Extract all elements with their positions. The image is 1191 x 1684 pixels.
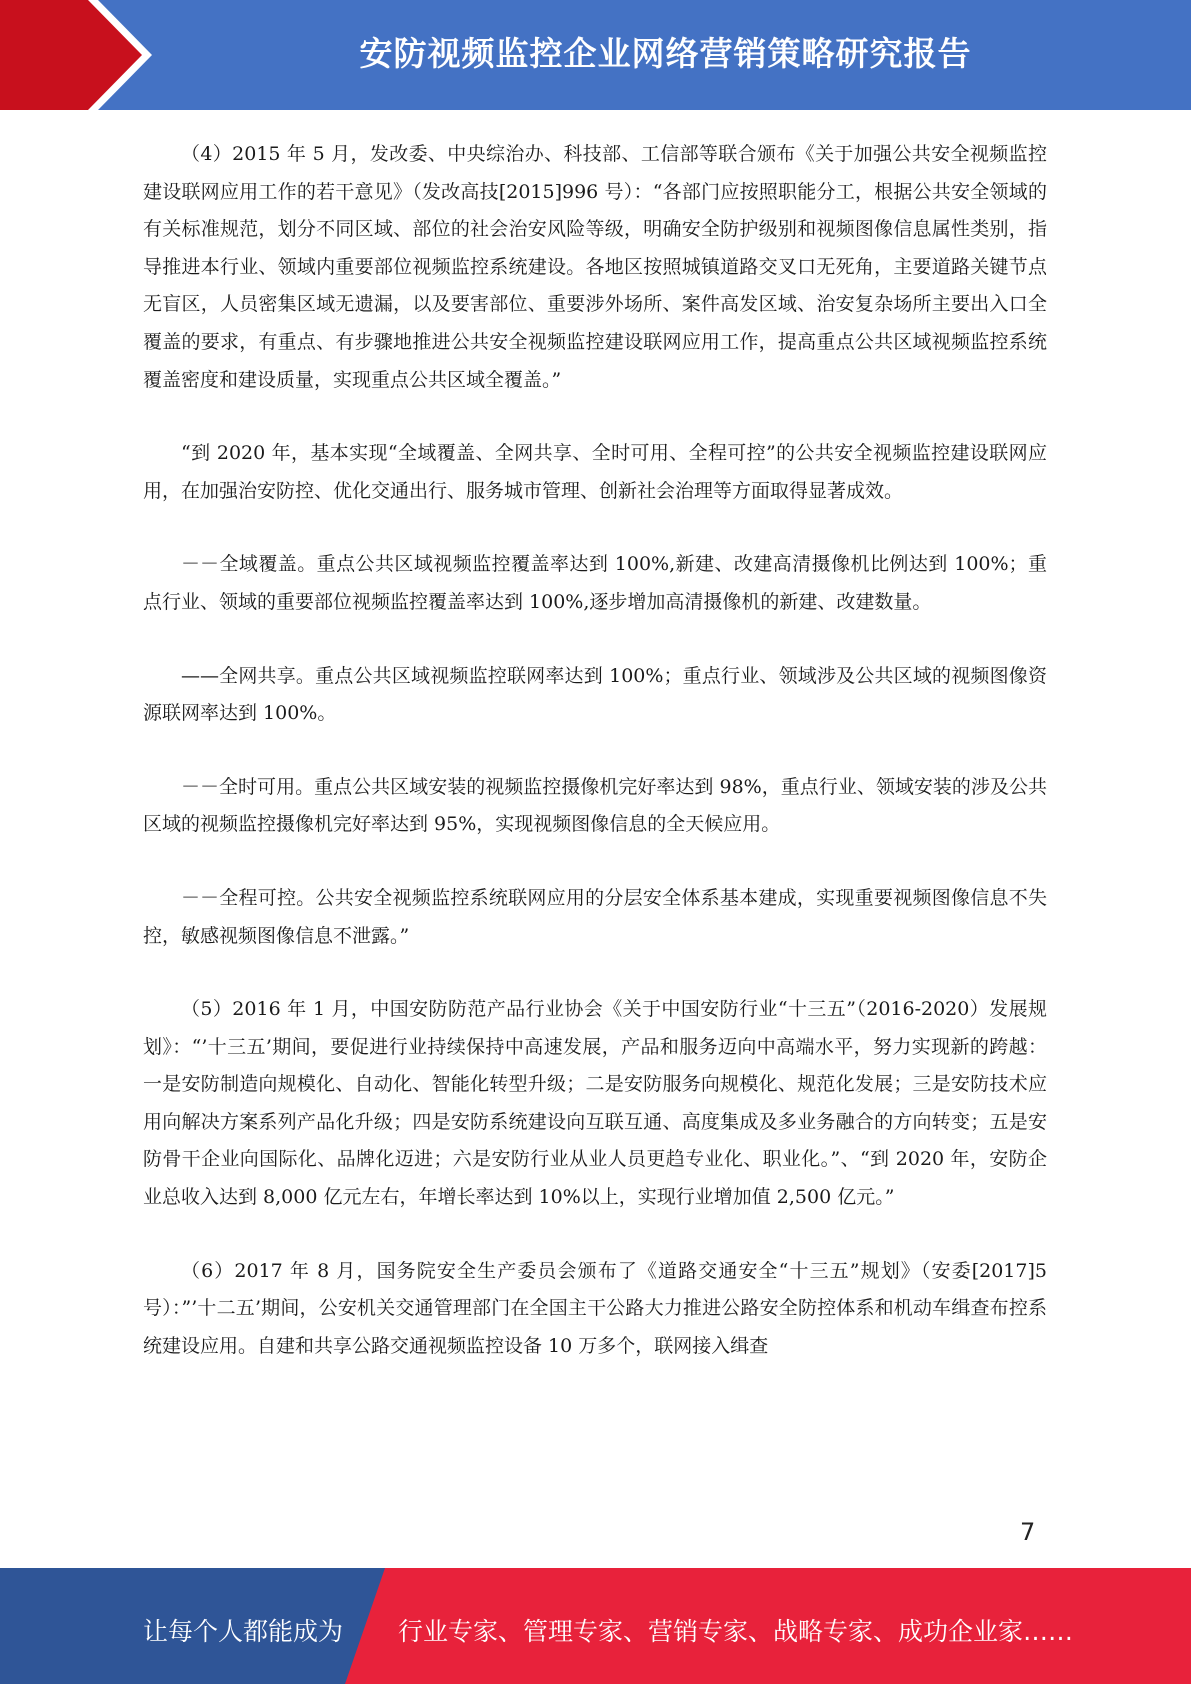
footer-slogan-right: 行业专家、管理专家、营销专家、战略专家、成功企业家…… (398, 1617, 1074, 1646)
paragraph: “到 2020 年，基本实现“全域覆盖、全网共享、全时可用、全程可控”的公共安全视频监控建设联网应用，在加强治安防控、优化交通出行、服务城市管理、创新社会治理等方面取得显著成效。 (143, 442, 1047, 502)
document-body (143, 136, 1047, 1401)
paragraph: （6）2017 年 8 月，国务院安全生产委员会颁布了《道路交通安全“十三五”规划》（安委[2017]5 号）：”’十二五’期间，公安机关交通管理部门在全国主干公路大力推进公路安全防控体系和机动车缉查布控系统建设应用。自建和共享公路交通视频监控设备 10 万多个，联网接入缉查 (143, 1259, 1047, 1357)
paragraph: ——全网共享。重点公共区域视频监控联网率达到 100%；重点行业、领域涉及公共区域的视频图像资源联网率达到 100%。 (143, 664, 1047, 725)
page-footer (0, 1568, 1191, 1684)
paragraph: －－全程可控。公共安全视频监控系统联网应用的分层安全体系基本建成，实现重要视频图像信息不失控，敏感视频图像信息不泄露。” (143, 886, 1047, 947)
paragraph: －－全域覆盖。重点公共区域视频监控覆盖率达到 100%,新建、改建高清摄像机比例达到 100%；重点行业、领域的重要部位视频监控覆盖率达到 100%,逐步增加高清摄像机的新建、改建数量。 (143, 553, 1047, 613)
paragraph: （4）2015 年 5 月，发改委、中央综治办、科技部、工信部等联合颁布《关于加强公共安全视频监控建设联网应用工作的若干意见》（发改高技[2015]996 号）：“各部门应按照职能分工，根据公共安全领域的有关标准规范，划分不同区域、部位的社会治安风险等级，明确安全防护级别和视频图像信息属性类别，指导推进本行业、领域内重要部位视频监控系统建设。各地区按照城镇道路交叉口无死角，主要道路关键节点无盲区，人员密集区域无遗漏，以及要害部位、重要涉外场所、案件高发区域、治安复杂场所主要出入口全覆盖的要求，有重点、有步骤地推进公共安全视频监控建设联网应用工作，提高重点公共区域视频监控系统覆盖密度和建设质量，实现重点公共区域全覆盖。” (143, 143, 1047, 391)
report-title: 安防视频监控企业网络营销策略研究报告 (359, 34, 972, 73)
footer-slogan-left: 让每个人都能成为 (143, 1617, 344, 1646)
header-chevron-icon (0, 0, 142, 110)
page-number: 7 (1020, 1518, 1036, 1546)
paragraph: －－全时可用。重点公共区域安装的视频监控摄像机完好率达到 98%，重点行业、领域安装的涉及公共区域的视频监控摄像机完好率达到 95%，实现视频图像信息的全天候应用。 (143, 775, 1047, 836)
page-header (0, 0, 1191, 110)
paragraph: （5）2016 年 1 月，中国安防防范产品行业协会《关于中国安防行业“十三五”（2016-2020）发展规划》：“’十三五’期间，要促进行业持续保持中高速发展，产品和服务迈向中高端水平，努力实现新的跨越：一是安防制造向规模化、自动化、智能化转型升级；二是安防服务向规模化、规范化发展；三是安防技术应用向解决方案系列产品化升级；四是安防系统建设向互联互通、高度集成及多业务融合的方向转变；五是安防骨干企业向国际化、品牌化迈进；六是安防行业从业人员更趋专业化、职业化。”、“到 2020 年，安防企业总收入达到 8,000 亿元左右，年增长率达到 10%以上，实现行业增加值 2,500 亿元。” (143, 998, 1047, 1209)
